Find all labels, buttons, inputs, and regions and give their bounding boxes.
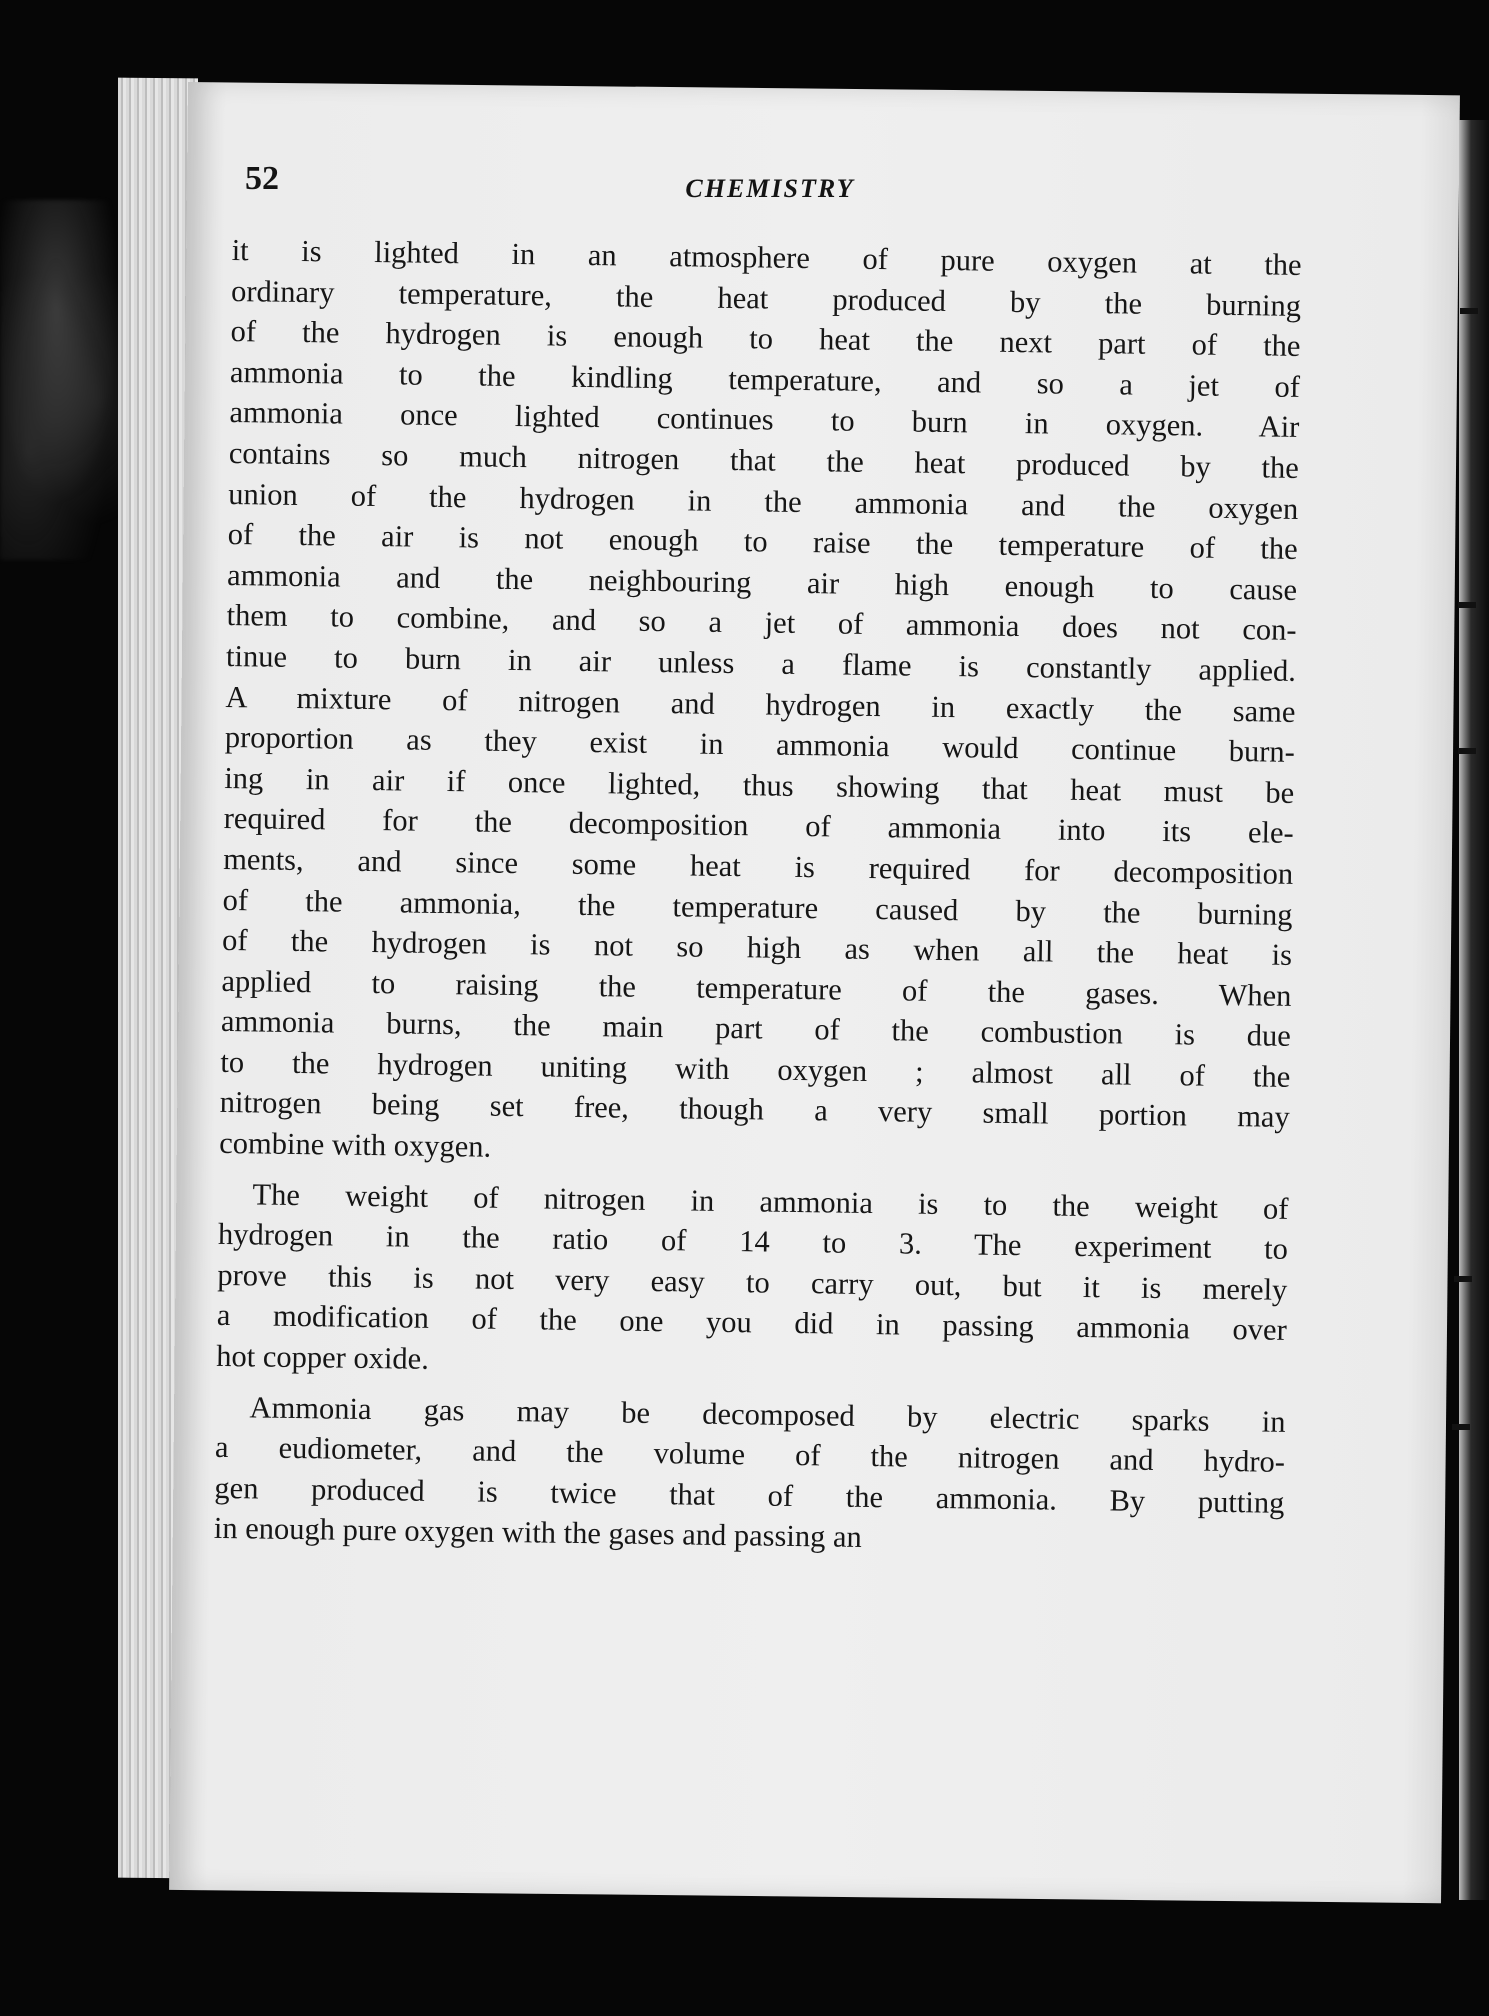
edge-mark <box>1458 602 1476 608</box>
text-line: it is lighted in an atmosphere of pure oxygen at the <box>231 232 1302 282</box>
page-number: 52 <box>245 160 279 197</box>
text-line: ammonia and the neighbouring air high enough to cause <box>226 557 1298 607</box>
edge-mark <box>1452 1424 1470 1430</box>
text-line: prove this is not very easy to carry out, but it is merely <box>217 1257 1288 1307</box>
text-line: hydrogen in the ratio of 14 to 3. The experiment to <box>217 1217 1289 1267</box>
text-line: proportion as they exist in ammonia would continue burn- <box>224 720 1296 770</box>
text-line: ing in air if once lighted, thus showing that heat must be <box>224 760 1295 810</box>
text-line: ammonia to the kindling temperature, and so a jet of <box>229 354 1301 404</box>
binding-edge <box>1459 120 1489 1900</box>
text-line: a eudiometer, and the volume of the nitrogen and hydro- <box>214 1430 1286 1480</box>
text-line: of the ammonia, the temperature caused by the burning <box>222 882 1293 932</box>
page-header <box>245 160 1295 220</box>
text-line: nitrogen being set free, though a very small portion may <box>219 1085 1290 1135</box>
text-line: to the hydrogen uniting with oxygen ; almost all of the <box>220 1044 1291 1094</box>
text-line: ammonia burns, the main part of the combustion is due <box>220 1004 1292 1054</box>
text-line: of the air is not enough to raise the temperature of the <box>227 517 1298 567</box>
text-line: hot copper oxide. <box>216 1338 430 1376</box>
edge-mark <box>1460 308 1478 314</box>
text-line: Ammonia gas may be decomposed by electric sparks in <box>249 1389 1286 1439</box>
text-line: a modification of the one you did in passing ammonia over <box>216 1298 1287 1348</box>
text-line: gen produced is twice that of the ammonia. By putting <box>214 1470 1285 1520</box>
text-line: ments, and since some heat is required for decomposition <box>222 841 1294 891</box>
text-line: contains so much nitrogen that the heat produced by the <box>228 435 1300 485</box>
body-text <box>214 230 1302 1564</box>
text-line: tinue to burn in air unless a flame is constantly applied. <box>225 638 1297 688</box>
text-line: ordinary temperature, the heat produced by the burning <box>230 273 1302 323</box>
text-line: applied to raising the temperature of the gases. When <box>221 963 1292 1013</box>
paragraph <box>216 1174 1289 1392</box>
text-line: in enough pure oxygen with the gases and passing an <box>213 1511 863 1555</box>
text-line: of the hydrogen is not so high as when all the heat is <box>221 923 1293 972</box>
text-line: of the hydrogen is enough to heat the next part of the <box>230 314 1301 364</box>
running-head: CHEMISTRY <box>685 174 855 203</box>
text-line: The weight of nitrogen in ammonia is to the weight of <box>252 1177 1289 1226</box>
text-line: ammonia once lighted continues to burn in oxygen. Air <box>229 395 1300 445</box>
paragraph <box>219 230 1302 1179</box>
text-line: union of the hydrogen in the ammonia and the oxygen <box>228 476 1299 526</box>
text-line: required for the decomposition of ammonia into its ele- <box>223 801 1294 851</box>
edge-mark <box>1454 1276 1472 1282</box>
edge-mark <box>1458 748 1476 754</box>
text-line: A mixture of nitrogen and hydrogen in exactly the same <box>225 679 1296 729</box>
text-line: combine with oxygen. <box>219 1125 492 1164</box>
paragraph <box>214 1387 1286 1564</box>
text-line: them to combine, and so a jet of ammonia does not con- <box>226 598 1297 648</box>
